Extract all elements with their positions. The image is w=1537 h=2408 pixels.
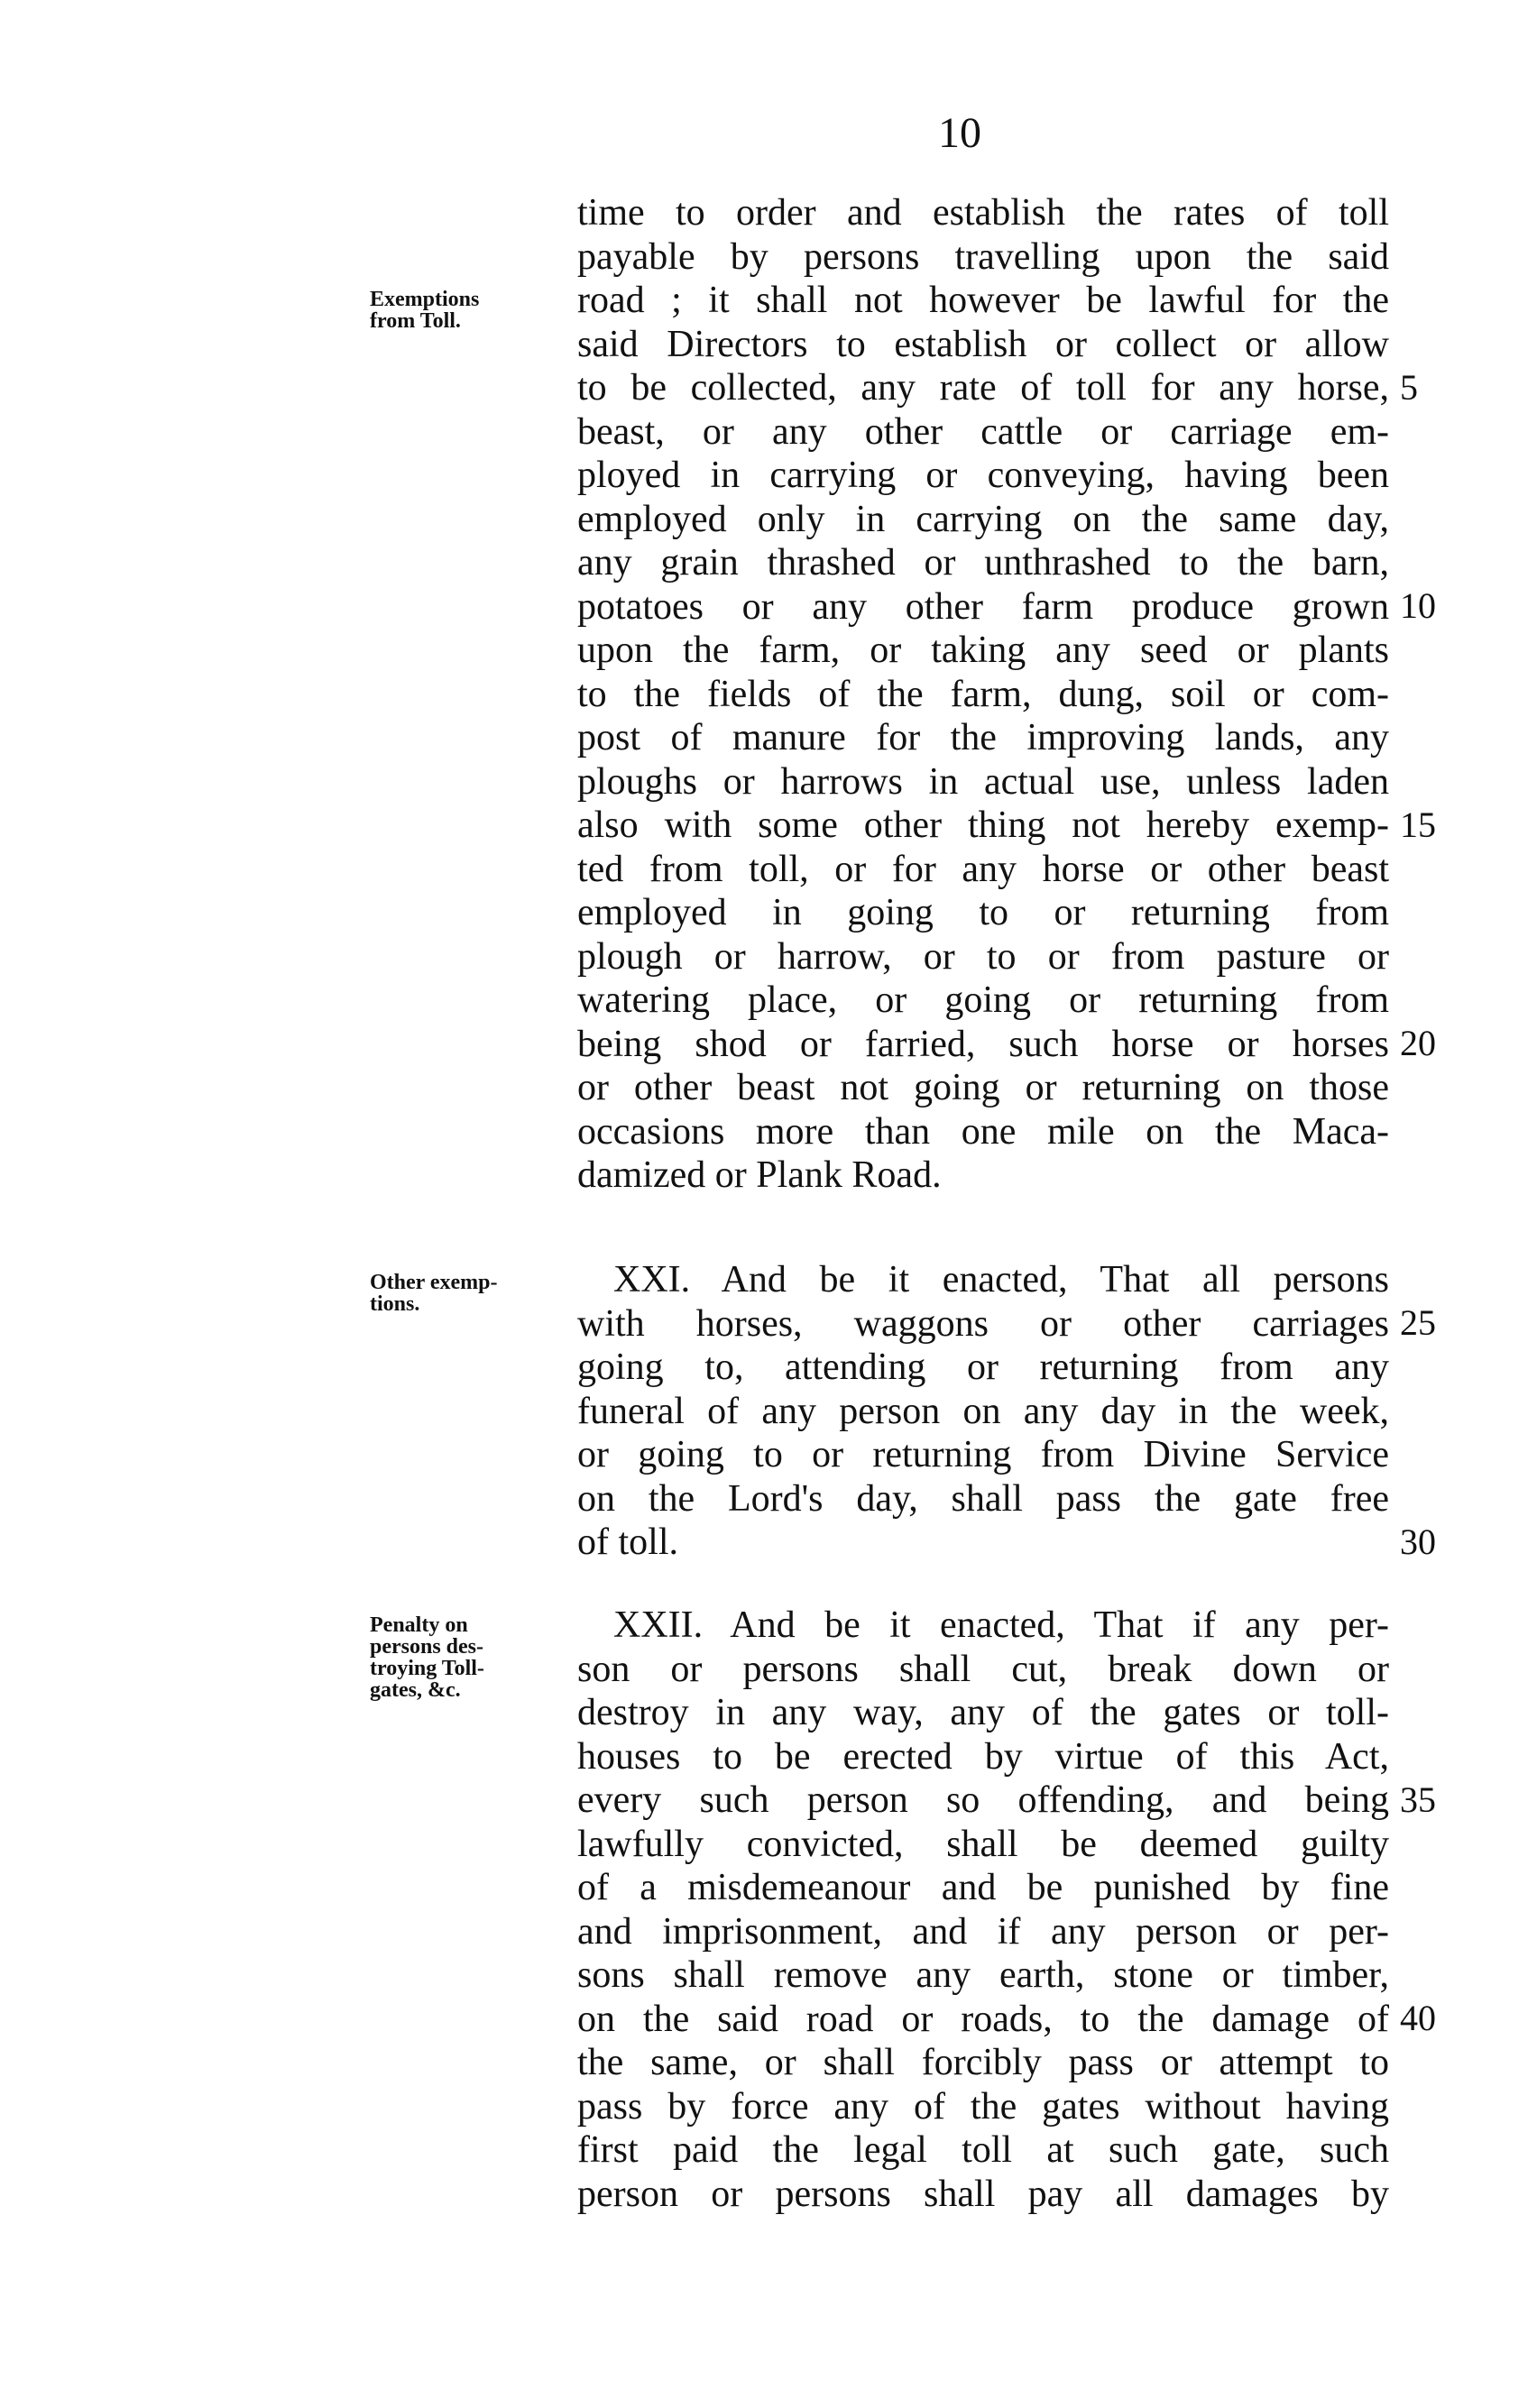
text-line: lawfully convicted, shall be deemed guilty bbox=[577, 1823, 1389, 1865]
text-line: with horses, waggons or other carriages bbox=[577, 1302, 1389, 1345]
text-line: beast, or any other cattle or carriage em- bbox=[577, 410, 1389, 453]
line-number: 15 bbox=[1400, 804, 1436, 845]
text-line: of a misdemeanour and be punished by fine bbox=[577, 1867, 1389, 1908]
line-number: 25 bbox=[1400, 1302, 1436, 1343]
margin-note-penalty: Penalty on persons des- troying Toll- gates, &c. bbox=[370, 1613, 484, 1702]
text-line: occasions more than one mile on the Maca- bbox=[577, 1110, 1389, 1153]
text-line: person or persons shall pay all damages by bbox=[577, 2173, 1389, 2215]
text-line: or other beast not going or returning on those bbox=[577, 1067, 1389, 1108]
text-line: on the Lord's day, shall pass the gate free bbox=[577, 1477, 1389, 1520]
text-line: employed only in carrying on the same day, bbox=[577, 498, 1389, 540]
line-number: 20 bbox=[1400, 1023, 1436, 1063]
text-line: road ; it shall not however be lawful for the bbox=[577, 280, 1389, 321]
text-line: damized or Plank Road. bbox=[577, 1154, 942, 1196]
text-line: first paid the legal toll at such gate, such bbox=[577, 2129, 1389, 2171]
text-line: to be collected, any rate of toll for any horse, bbox=[577, 367, 1389, 409]
text-line: plough or harrow, or to or from pasture or bbox=[577, 935, 1389, 978]
line-number: 10 bbox=[1400, 585, 1436, 626]
text-line: and imprisonment, and if any person or per- bbox=[577, 1910, 1389, 1953]
text-line: being shod or farried, such horse or horses bbox=[577, 1023, 1389, 1065]
text-line: upon the farm, or taking any seed or plants bbox=[577, 630, 1389, 671]
text-line: also with some other thing not hereby exemp- bbox=[577, 804, 1389, 846]
text-line: XXII. And be it enacted, That if any per- bbox=[613, 1604, 1389, 1646]
text-line: post of manure for the improving lands, any bbox=[577, 717, 1389, 758]
text-line: going to, attending or returning from any bbox=[577, 1346, 1389, 1388]
text-line: destroy in any way, any of the gates or toll- bbox=[577, 1692, 1389, 1733]
text-line: sons shall remove any earth, stone or timber, bbox=[577, 1954, 1389, 1996]
text-line: every such person so offending, and being bbox=[577, 1779, 1389, 1821]
text-line: on the said road or roads, to the damage of bbox=[577, 1998, 1389, 2040]
text-line: any grain thrashed or unthrashed to the barn, bbox=[577, 542, 1389, 584]
text-line: funeral of any person on any day in the week, bbox=[577, 1390, 1389, 1432]
line-number: 5 bbox=[1400, 367, 1418, 408]
text-line: ploughs or harrows in actual use, unless laden bbox=[577, 760, 1389, 803]
text-line: to the fields of the farm, dung, soil or com- bbox=[577, 673, 1389, 715]
text-line: watering place, or going or returning from bbox=[577, 979, 1389, 1021]
line-number: 35 bbox=[1400, 1779, 1436, 1820]
margin-note-other-exemptions: Other exemp- tions. bbox=[370, 1271, 498, 1316]
text-line: potatoes or any other farm produce grown bbox=[577, 585, 1389, 628]
text-line: or going to or returning from Divine Service bbox=[577, 1434, 1389, 1475]
page-number: 10 bbox=[938, 109, 981, 157]
text-line: employed in going to or returning from bbox=[577, 892, 1389, 933]
text-line: the same, or shall forcibly pass or attempt to bbox=[577, 2042, 1389, 2083]
line-number: 40 bbox=[1400, 1998, 1436, 2038]
text-line: payable by persons travelling upon the said bbox=[577, 235, 1389, 278]
paragraph-exemptions bbox=[577, 191, 1389, 1198]
text-line: XXI. And be it enacted, That all persons bbox=[613, 1259, 1389, 1301]
text-line: time to order and establish the rates of toll bbox=[577, 192, 1389, 234]
text-line: houses to be erected by virtue of this Act, bbox=[577, 1735, 1389, 1778]
text-line: ployed in carrying or conveying, having been bbox=[577, 455, 1389, 496]
text-line: son or persons shall cut, break down or bbox=[577, 1648, 1389, 1690]
text-line: said Directors to establish or collect or allow bbox=[577, 323, 1389, 365]
paragraph-section-xxi bbox=[577, 1258, 1389, 1565]
margin-note-exemptions: Exemptions from Toll. bbox=[370, 288, 480, 333]
text-line: of toll. bbox=[577, 1521, 678, 1563]
text-line: ted from toll, or for any horse or other beast bbox=[577, 848, 1389, 890]
line-number: 30 bbox=[1400, 1521, 1436, 1562]
text-line: pass by force any of the gates without having bbox=[577, 2085, 1389, 2128]
paragraph-section-xxii bbox=[577, 1604, 1389, 2216]
